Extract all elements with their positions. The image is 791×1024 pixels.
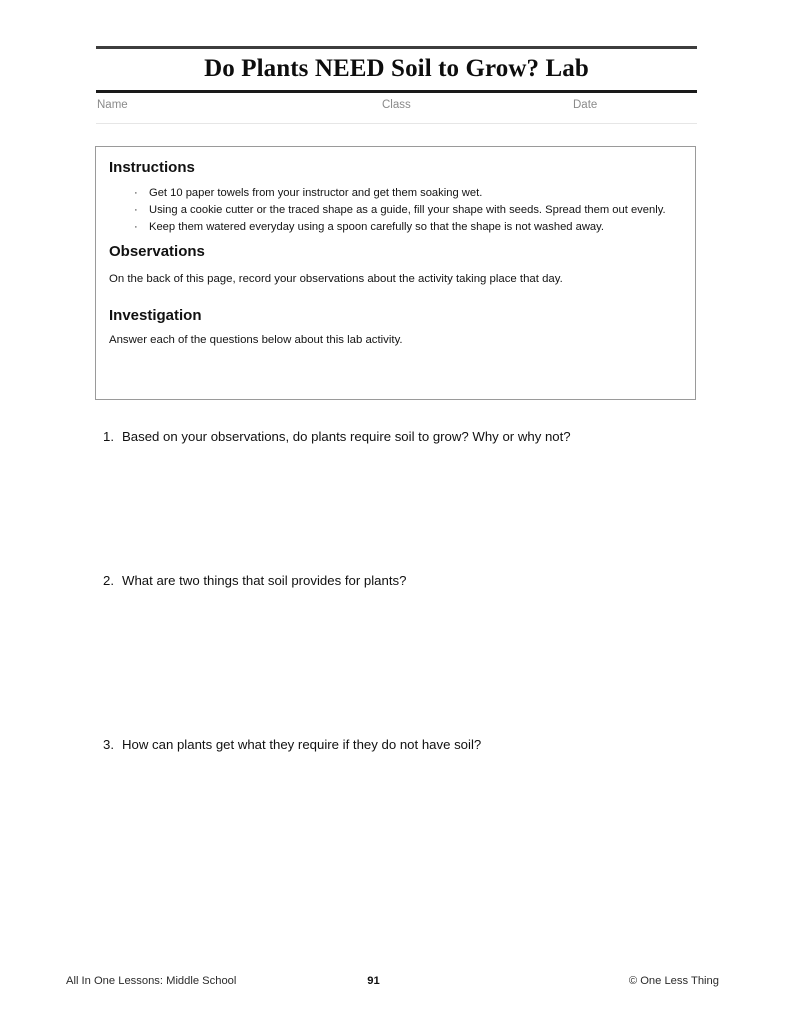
footer-page-number: 91 <box>367 975 380 987</box>
list-item-text: Get 10 paper towels from your instructor and get them soaking wet. <box>149 187 483 199</box>
list-item <box>109 220 681 236</box>
investigation-text: Answer each of the questions below about this lab activity. <box>109 333 403 346</box>
list-item-text: Keep them watered everyday using a spoon carefully so that the shape is not washed away. <box>149 221 605 233</box>
page-footer <box>66 975 719 993</box>
question-1-number: 1. <box>103 429 114 444</box>
question-2 <box>103 572 697 590</box>
name-field-label[interactable]: Name <box>97 99 128 111</box>
footer-copyright: © One Less Thing <box>628 975 719 987</box>
question-3 <box>103 736 697 754</box>
student-info-row <box>96 92 697 124</box>
instructions-box <box>95 146 696 400</box>
bullet-icon: · <box>134 204 138 216</box>
date-field-label[interactable]: Date <box>573 99 598 111</box>
observations-text: On the back of this page, record your observations about the activity taking place that day. <box>109 272 563 285</box>
class-field-label[interactable]: Class <box>382 99 411 111</box>
list-item <box>109 186 681 202</box>
page-header <box>96 46 697 93</box>
bullet-icon: · <box>134 187 138 199</box>
list-item <box>109 203 681 219</box>
questions-list <box>103 428 697 754</box>
bullet-icon: · <box>134 221 138 233</box>
question-1-text: Based on your observations, do plants require soil to grow? Why or why not? <box>122 429 571 444</box>
page-title: Do Plants NEED Soil to Grow? Lab <box>204 55 589 82</box>
question-2-text: What are two things that soil provides for plants? <box>122 573 407 588</box>
investigation-heading: Investigation <box>109 306 202 324</box>
question-1 <box>103 428 697 446</box>
list-item-text: Using a cookie cutter or the traced shape as a guide, fill your shape with seeds. Spread them out evenly. <box>149 204 666 216</box>
instructions-list <box>109 186 681 236</box>
question-3-text: How can plants get what they require if they do not have soil? <box>122 737 482 752</box>
question-3-number: 3. <box>103 737 114 752</box>
observations-heading: Observations <box>109 242 205 260</box>
instructions-heading: Instructions <box>109 159 195 176</box>
student-info-rule <box>96 123 697 124</box>
footer-series-label: All In One Lessons: Middle School <box>66 975 237 987</box>
question-2-number: 2. <box>103 573 114 588</box>
